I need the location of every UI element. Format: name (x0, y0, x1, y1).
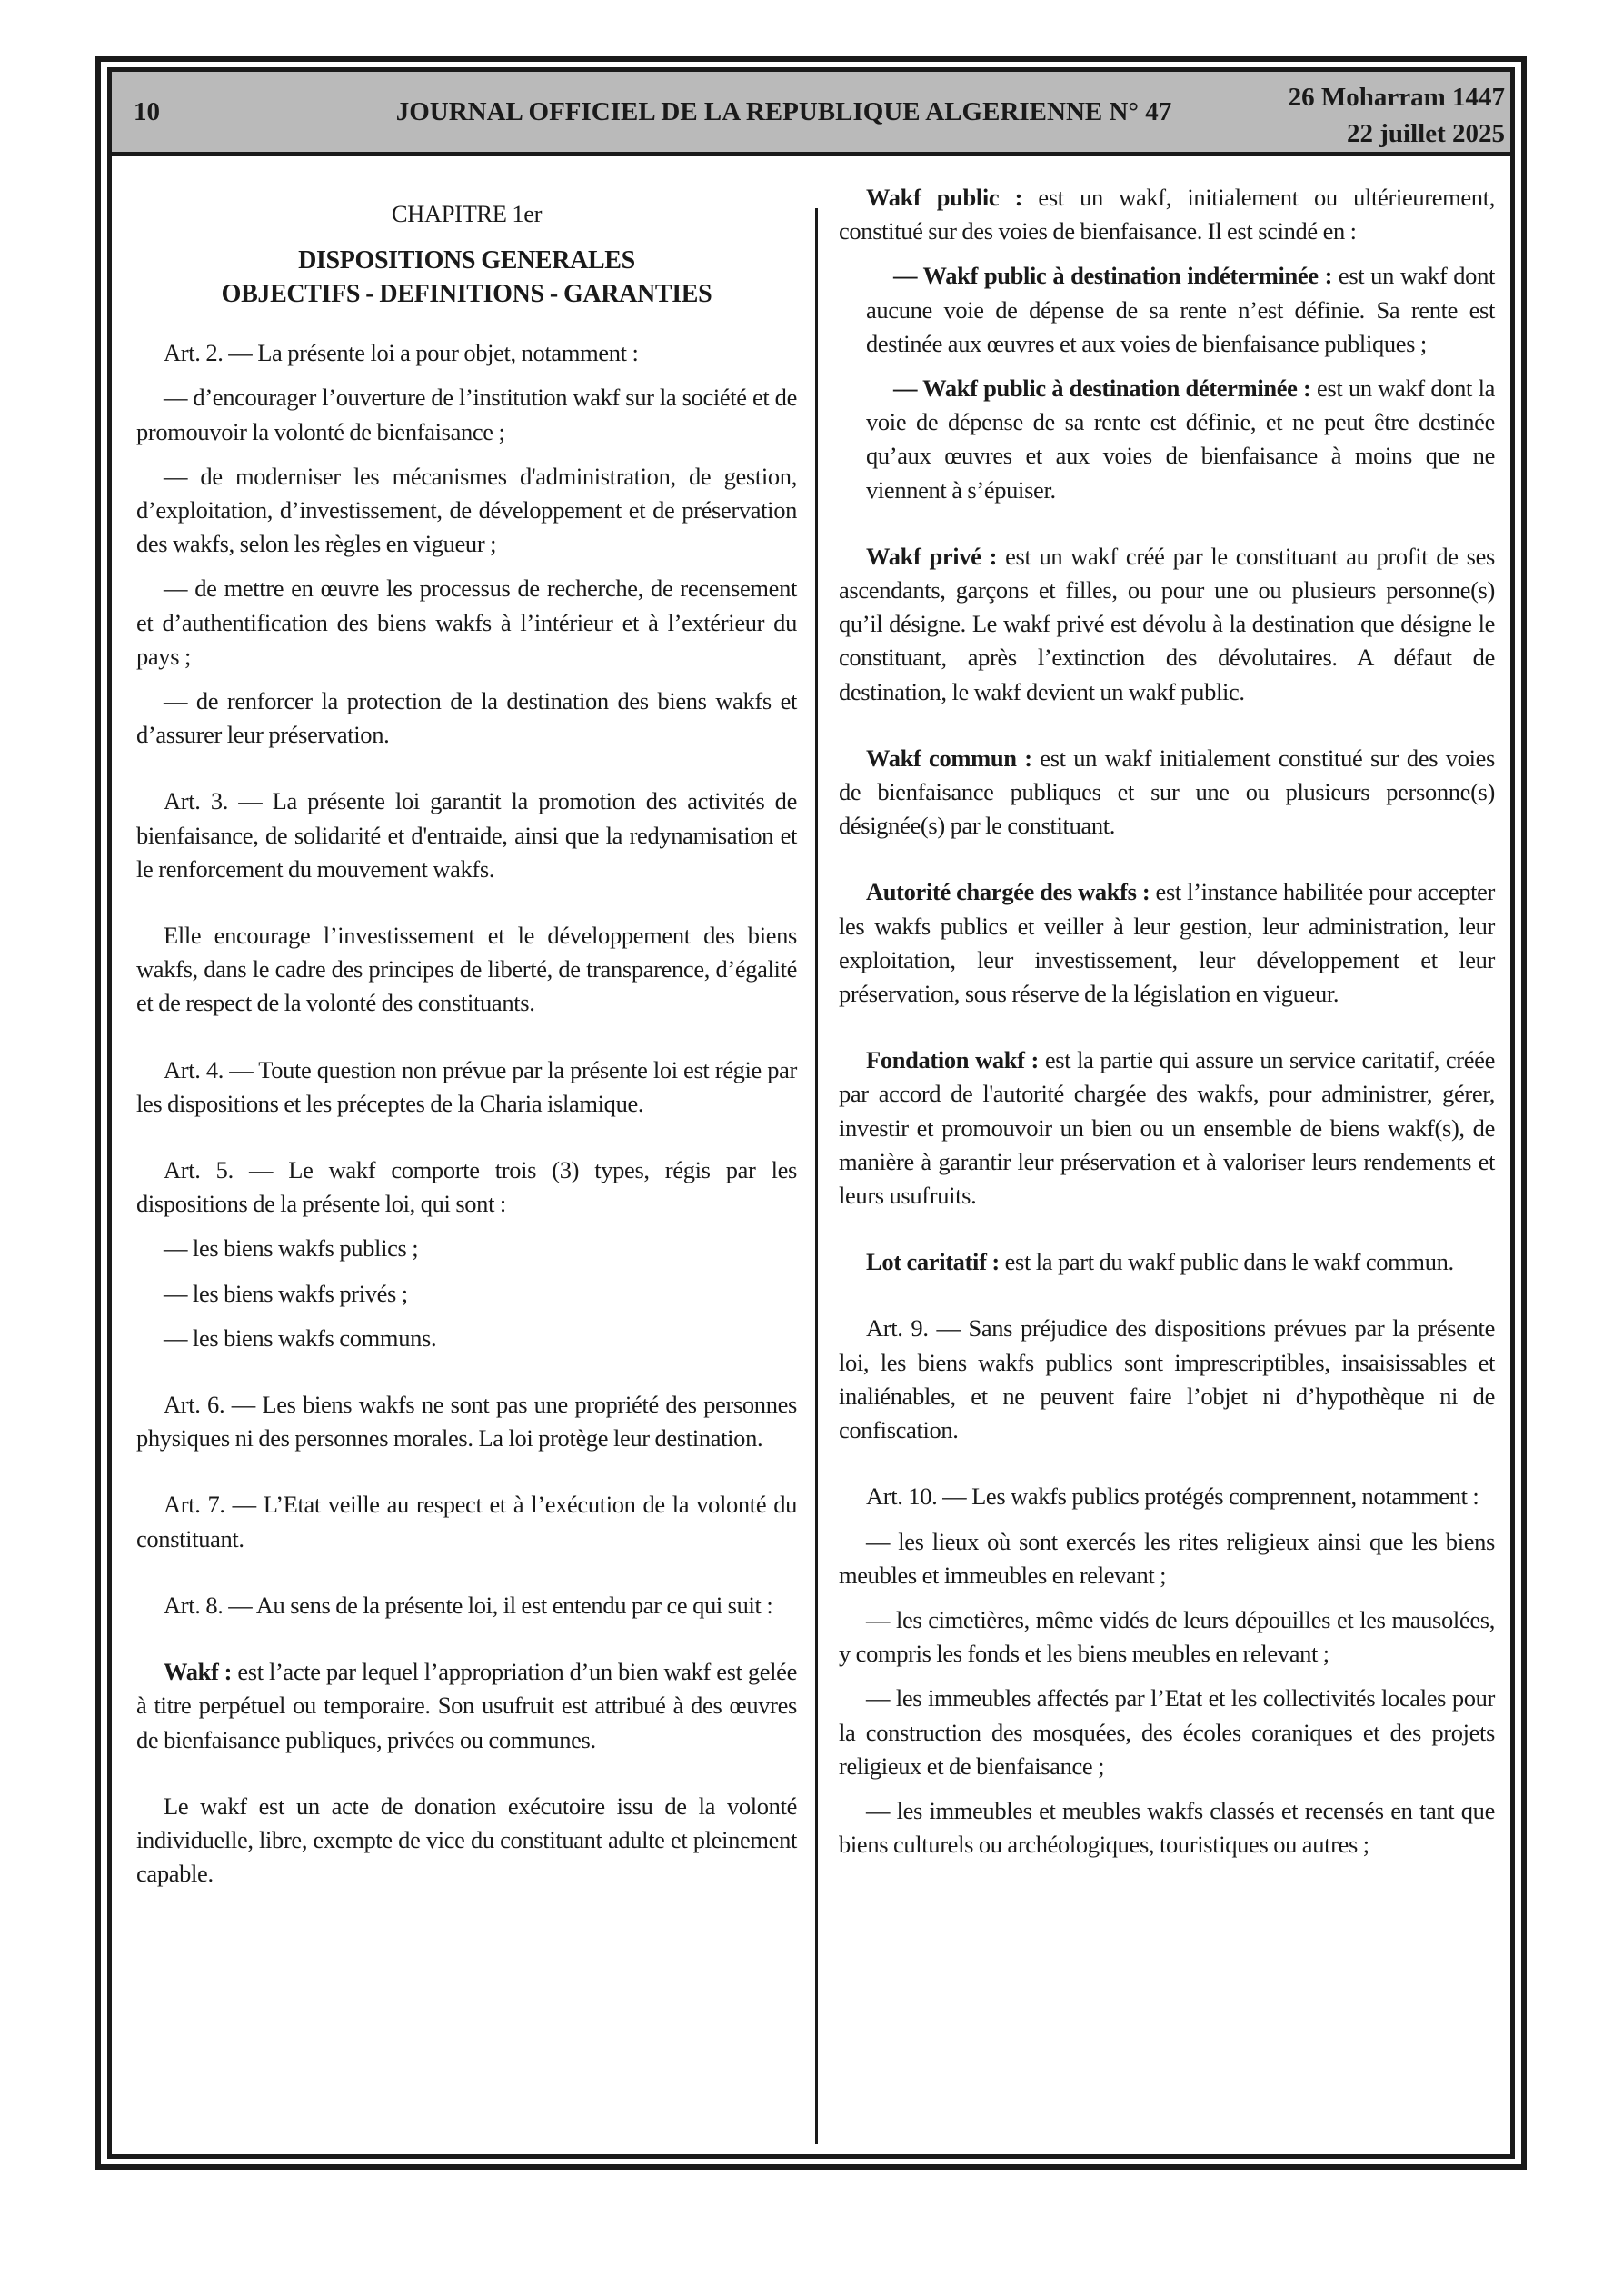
definition-term: Lot caritatif : (866, 1248, 1000, 1276)
article-5-item: — les biens wakfs communs. (164, 1323, 437, 1352)
article-3-paragraph-2: Elle encourage l’investissement et le développement des biens wakfs, dans le cadre des principes de liberté, de transparence, d’égalité et de respect de la volonté des constituants. (136, 922, 797, 1017)
article-10-item: — les immeubles et meubles wakfs classés et recensés en tant que biens culturels ou archéologiques, touristiques ou autres ; (839, 1796, 1495, 1859)
definition-term: — Wakf public à destination déterminée : (893, 374, 1311, 403)
article-6: Art. 6. — Les biens wakfs ne sont pas une propriété des personnes physiques ni des personnes morales. La loi protège leur destination. (136, 1391, 797, 1452)
column-divider (815, 208, 818, 2144)
heading-line-1: DISPOSITIONS GENERALES (298, 246, 635, 275)
article-7: Art. 7. — L’Etat veille au respect et à l’exécution de la volonté du constituant. (136, 1491, 797, 1552)
definition-text: est un wakf dont la voie de dépense de sa rente est définie, et ne peut être destinée qu’aux œuvres et aux voies de bienfaisance à moins que ne viennent à s’épuiser. (866, 374, 1496, 504)
article-10-item: — les lieux où sont exercés les rites religieux ainsi que les biens meubles et immeubles en relevant ; (839, 1527, 1495, 1589)
definition-term: Wakf : (164, 1658, 233, 1686)
article-8-intro: Art. 8. — Au sens de la présente loi, il est entendu par ce qui suit : (164, 1591, 773, 1619)
definition-text: est l’acte par lequel l’appropriation d’un bien wakf est gelée à titre perpétuel ou temporaire. Son usufruit est attribué à des œuvres de bienfaisance publiques, privées ou communes. (136, 1658, 797, 1753)
article-10-intro: Art. 10. — Les wakfs publics protégés comprennent, notamment : (866, 1482, 1479, 1511)
definition-term: Fondation wakf : (866, 1046, 1039, 1074)
definition-term: — Wakf public à destination indéterminée : (893, 262, 1333, 290)
article-4: Art. 4. — Toute question non prévue par la présente loi est régie par les dispositions et les préceptes de la Charia islamique. (136, 1055, 797, 1117)
definition-text: est l’instance habilitée pour accepter les wakfs publics et veiller à leur gestion, leur administration, leur exploitation, leur investissement, leur développement et leur préservation, sous réserve de la législation en vigueur. (839, 878, 1495, 1008)
article-9: Art. 9. — Sans préjudice des dispositions prévues par la présente loi, les biens wakfs publics sont imprescriptibles, insaisissables et inaliénables, et ne peuvent faire l’objet ni d’hypothèque ni de confiscation. (839, 1314, 1495, 1444)
issue-dates (1289, 79, 1505, 152)
article-2-item: — de renforcer la protection de la destination des biens wakfs et d’assurer leur préservation. (136, 687, 797, 749)
definition-autorite (839, 875, 1495, 1011)
definition-term: Autorité chargée des wakfs : (866, 878, 1150, 906)
definition-wakf-public (839, 181, 1495, 248)
definition-wakf (136, 1655, 797, 1757)
date-gregorian: 22 juillet 2025 (1347, 119, 1505, 148)
definition-text: est un wakf créé par le constituant au profit de ses ascendants, garçons et filles, ou pour une ou plusieurs personne(s) qu’il désigne. Le wakf privé est dévolu à la destination que désigne le constituant, après l’extinction des dévolutaires. A défaut de destination, le wakf devient un wakf public. (839, 542, 1495, 705)
definition-fondation (839, 1043, 1495, 1213)
page-border-inner (107, 67, 1515, 2159)
right-column (839, 181, 1495, 1872)
journal-header (112, 72, 1510, 156)
definition-wakf-public-indetermine (839, 259, 1495, 361)
definition-term: Wakf commun : (866, 744, 1032, 772)
definition-text: est un wakf dont aucune voie de dépense de sa rente n’est définie. Sa rente est destinée aux œuvres et aux voies de bienfaisance publiques ; (866, 262, 1495, 357)
definition-wakf-prive (839, 540, 1495, 709)
date-hijri: 26 Moharram 1447 (1288, 83, 1505, 112)
journal-title: JOURNAL OFFICIEL DE LA REPUBLIQUE ALGERIENNE N° 47 (395, 97, 1172, 126)
article-5-intro: Art. 5. — Le wakf comporte trois (3) types, régis par les dispositions de la présente loi, qui sont : (136, 1156, 797, 1218)
definition-wakf-commun (839, 742, 1495, 844)
article-10-item: — les cimetières, même vidés de leurs dépouilles et les mausolées, y compris les fonds et les biens meubles en relevant ; (839, 1605, 1495, 1668)
definition-term: Wakf privé : (866, 542, 998, 570)
definition-text: est un wakf, initialement ou ultérieurement, constitué sur des voies de bienfaisance. Il est scindé en : (839, 184, 1495, 245)
chapter-label: CHAPITRE 1er (391, 200, 543, 227)
page-border-outer (95, 56, 1527, 2170)
definition-lot-caritatif (839, 1245, 1495, 1279)
definition-text: est la part du wakf public dans le wakf commun. (999, 1248, 1454, 1276)
definition-text: est la partie qui assure un service caritatif, créée par accord de l'autorité chargée des wakfs, pour administrer, gérer, investir et promouvoir un bien ou un ensemble de biens wakf(s), de manière à garantir leur préservation et à valoriser leurs rendements et leurs usufruits. (839, 1046, 1496, 1210)
article-2-item: — d’encourager l’ouverture de l’institution wakf sur la société et de promouvoir la volonté de bienfaisance ; (136, 384, 797, 445)
definition-term: Wakf public : (866, 184, 1023, 211)
chapter-heading (136, 244, 797, 311)
left-column (136, 197, 797, 1902)
article-5-item: — les biens wakfs privés ; (164, 1279, 408, 1307)
article-2-item: — de mettre en œuvre les processus de recherche, de recensement et d’authentification des biens wakfs à l’intérieur et à l’extérieur du pays ; (136, 574, 797, 670)
definition-wakf-paragraph-2: Le wakf est un acte de donation exécutoire issu de la volonté individuelle, libre, exempte de vice du constituant adulte et pleinement capable. (136, 1792, 797, 1888)
article-2-item: — de moderniser les mécanismes d'administration, de gestion, d’exploitation, d’investissement, de développement et de préservation des wakfs, selon les règles en vigueur ; (136, 462, 797, 558)
definition-text: est un wakf initialement constitué sur des voies de bienfaisance publiques et sur une ou plusieurs personne(s) désignée(s) par le constituant. (839, 744, 1495, 840)
definition-wakf-public-determine (839, 372, 1495, 507)
article-2-intro: Art. 2. — La présente loi a pour objet, notamment : (164, 339, 639, 367)
article-5-item: — les biens wakfs publics ; (164, 1234, 419, 1263)
article-10-item: — les immeubles affectés par l’Etat et les collectivités locales pour la construction des mosquées, des écoles coraniques et des projets religieux et de bienfaisance ; (839, 1684, 1495, 1780)
article-3: Art. 3. — La présente loi garantit la promotion des activités de bienfaisance, de solidarité et d'entraide, ainsi que la redynamisation et le renforcement du mouvement wakfs. (136, 787, 797, 883)
heading-line-2: OBJECTIFS - DEFINITIONS - GARANTIES (221, 280, 712, 309)
page-number: 10 (134, 97, 160, 126)
